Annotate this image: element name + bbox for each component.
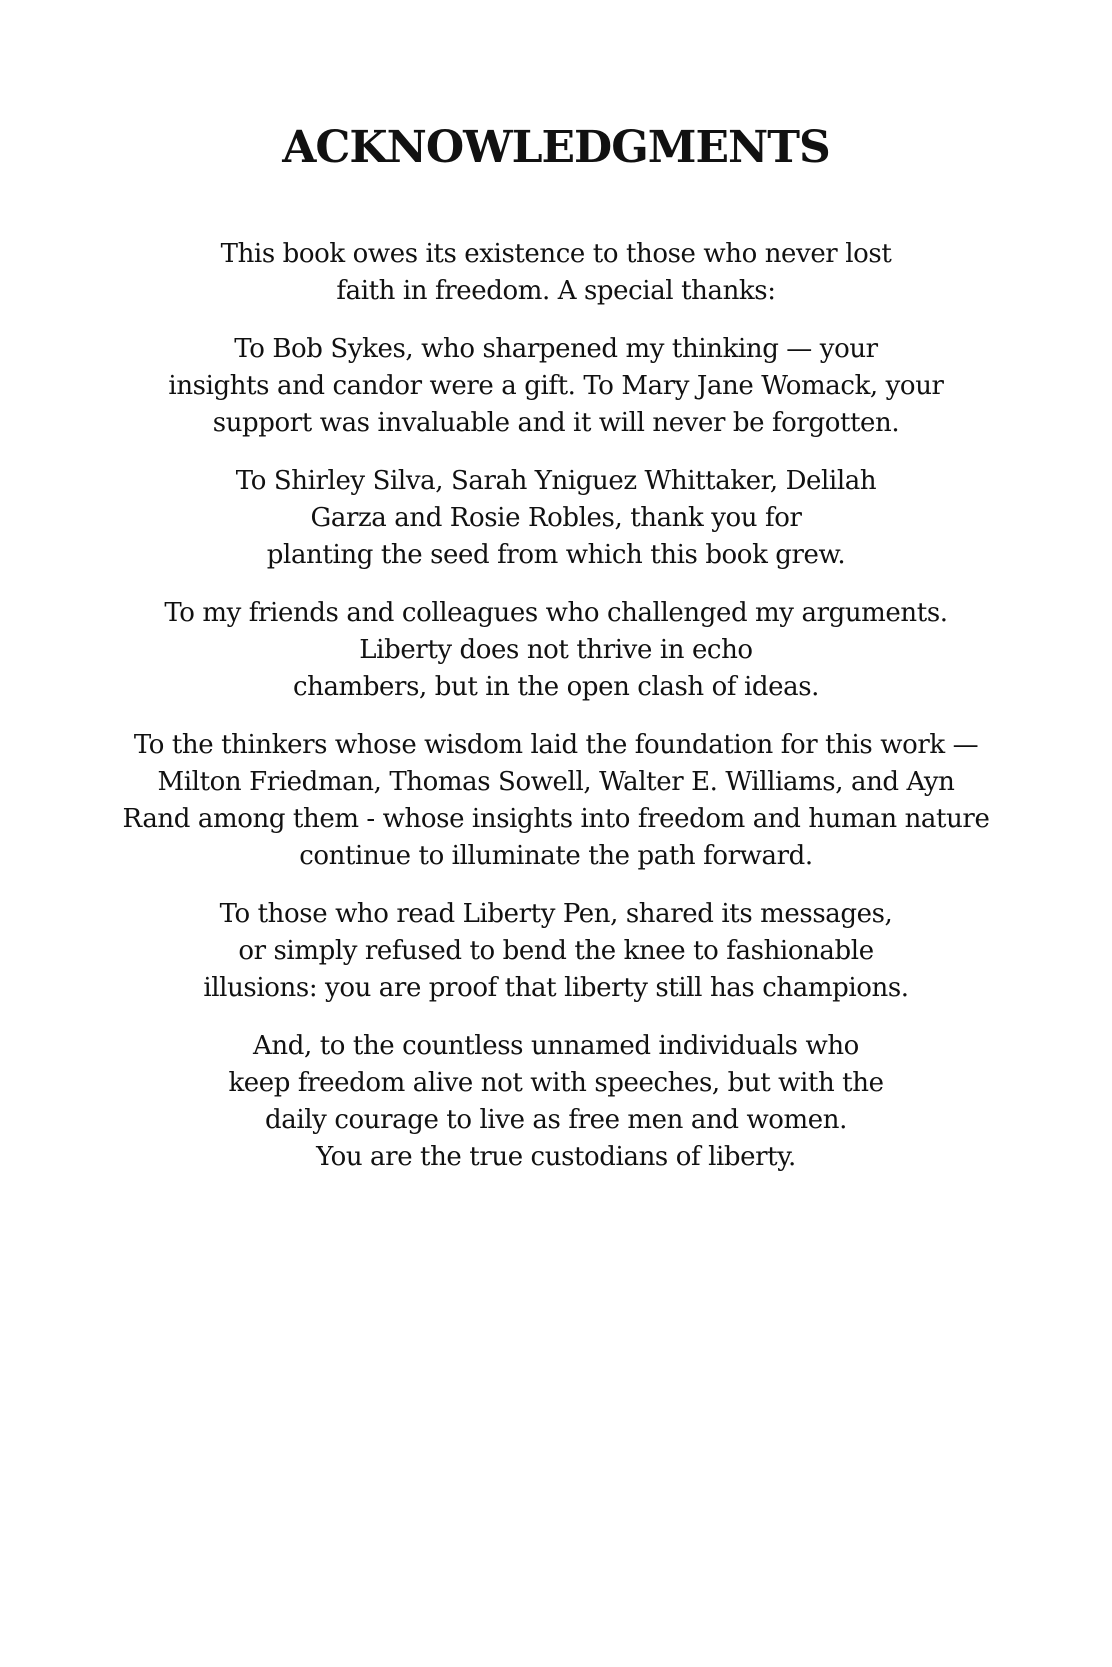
paragraph-bob-sykes: [60, 331, 1052, 442]
text-line: To the thinkers whose wisdom laid the foundation for this work —: [133, 730, 979, 760]
text-line: or simply refused to bend the knee to fashionable: [238, 936, 874, 966]
text-line: To those who read Liberty Pen, shared its messages,: [219, 899, 893, 929]
paragraph-unnamed-individuals: [60, 1028, 1052, 1176]
text-line: chambers, but in the open clash of ideas.: [292, 672, 820, 702]
page-title: ACKNOWLEDGMENTS: [282, 122, 830, 173]
text-line: You are the true custodians of liberty.: [316, 1142, 796, 1172]
text-line: daily courage to live as free men and women.: [264, 1105, 847, 1135]
paragraph-thinkers: [60, 727, 1052, 875]
text-line: Milton Friedman, Thomas Sowell, Walter E. Williams, and Ayn: [157, 767, 955, 797]
text-line: insights and candor were a gift. To Mary Jane Womack, your: [168, 371, 944, 401]
text-line: This book owes its existence to those who never lost: [220, 239, 892, 269]
paragraph-liberty-pen-readers: [60, 896, 1052, 1007]
text-line: illusions: you are proof that liberty still has champions.: [203, 973, 909, 1003]
text-line: Garza and Rosie Robles, thank you for: [310, 503, 802, 533]
acknowledgments-body: [60, 236, 1052, 1197]
text-line: continue to illuminate the path forward.: [299, 841, 813, 871]
text-line: Rand among them - whose insights into freedom and human nature: [122, 804, 990, 834]
text-line: support was invaluable and it will never be forgotten.: [212, 408, 900, 438]
text-line: planting the seed from which this book grew.: [266, 540, 846, 570]
text-line: keep freedom alive not with speeches, but with the: [228, 1068, 884, 1098]
paragraph-intro: [60, 236, 1052, 310]
paragraph-shirley-silva: [60, 463, 1052, 574]
text-line: To Shirley Silva, Sarah Yniguez Whittaker, Delilah: [235, 466, 877, 496]
text-line: faith in freedom. A special thanks:: [336, 276, 776, 306]
text-line: Liberty does not thrive in echo: [359, 635, 753, 665]
text-line: To my friends and colleagues who challenged my arguments.: [164, 598, 948, 628]
text-line: To Bob Sykes, who sharpened my thinking — your: [234, 334, 878, 364]
paragraph-friends-colleagues: [60, 595, 1052, 706]
text-line: And, to the countless unnamed individuals who: [253, 1031, 859, 1061]
